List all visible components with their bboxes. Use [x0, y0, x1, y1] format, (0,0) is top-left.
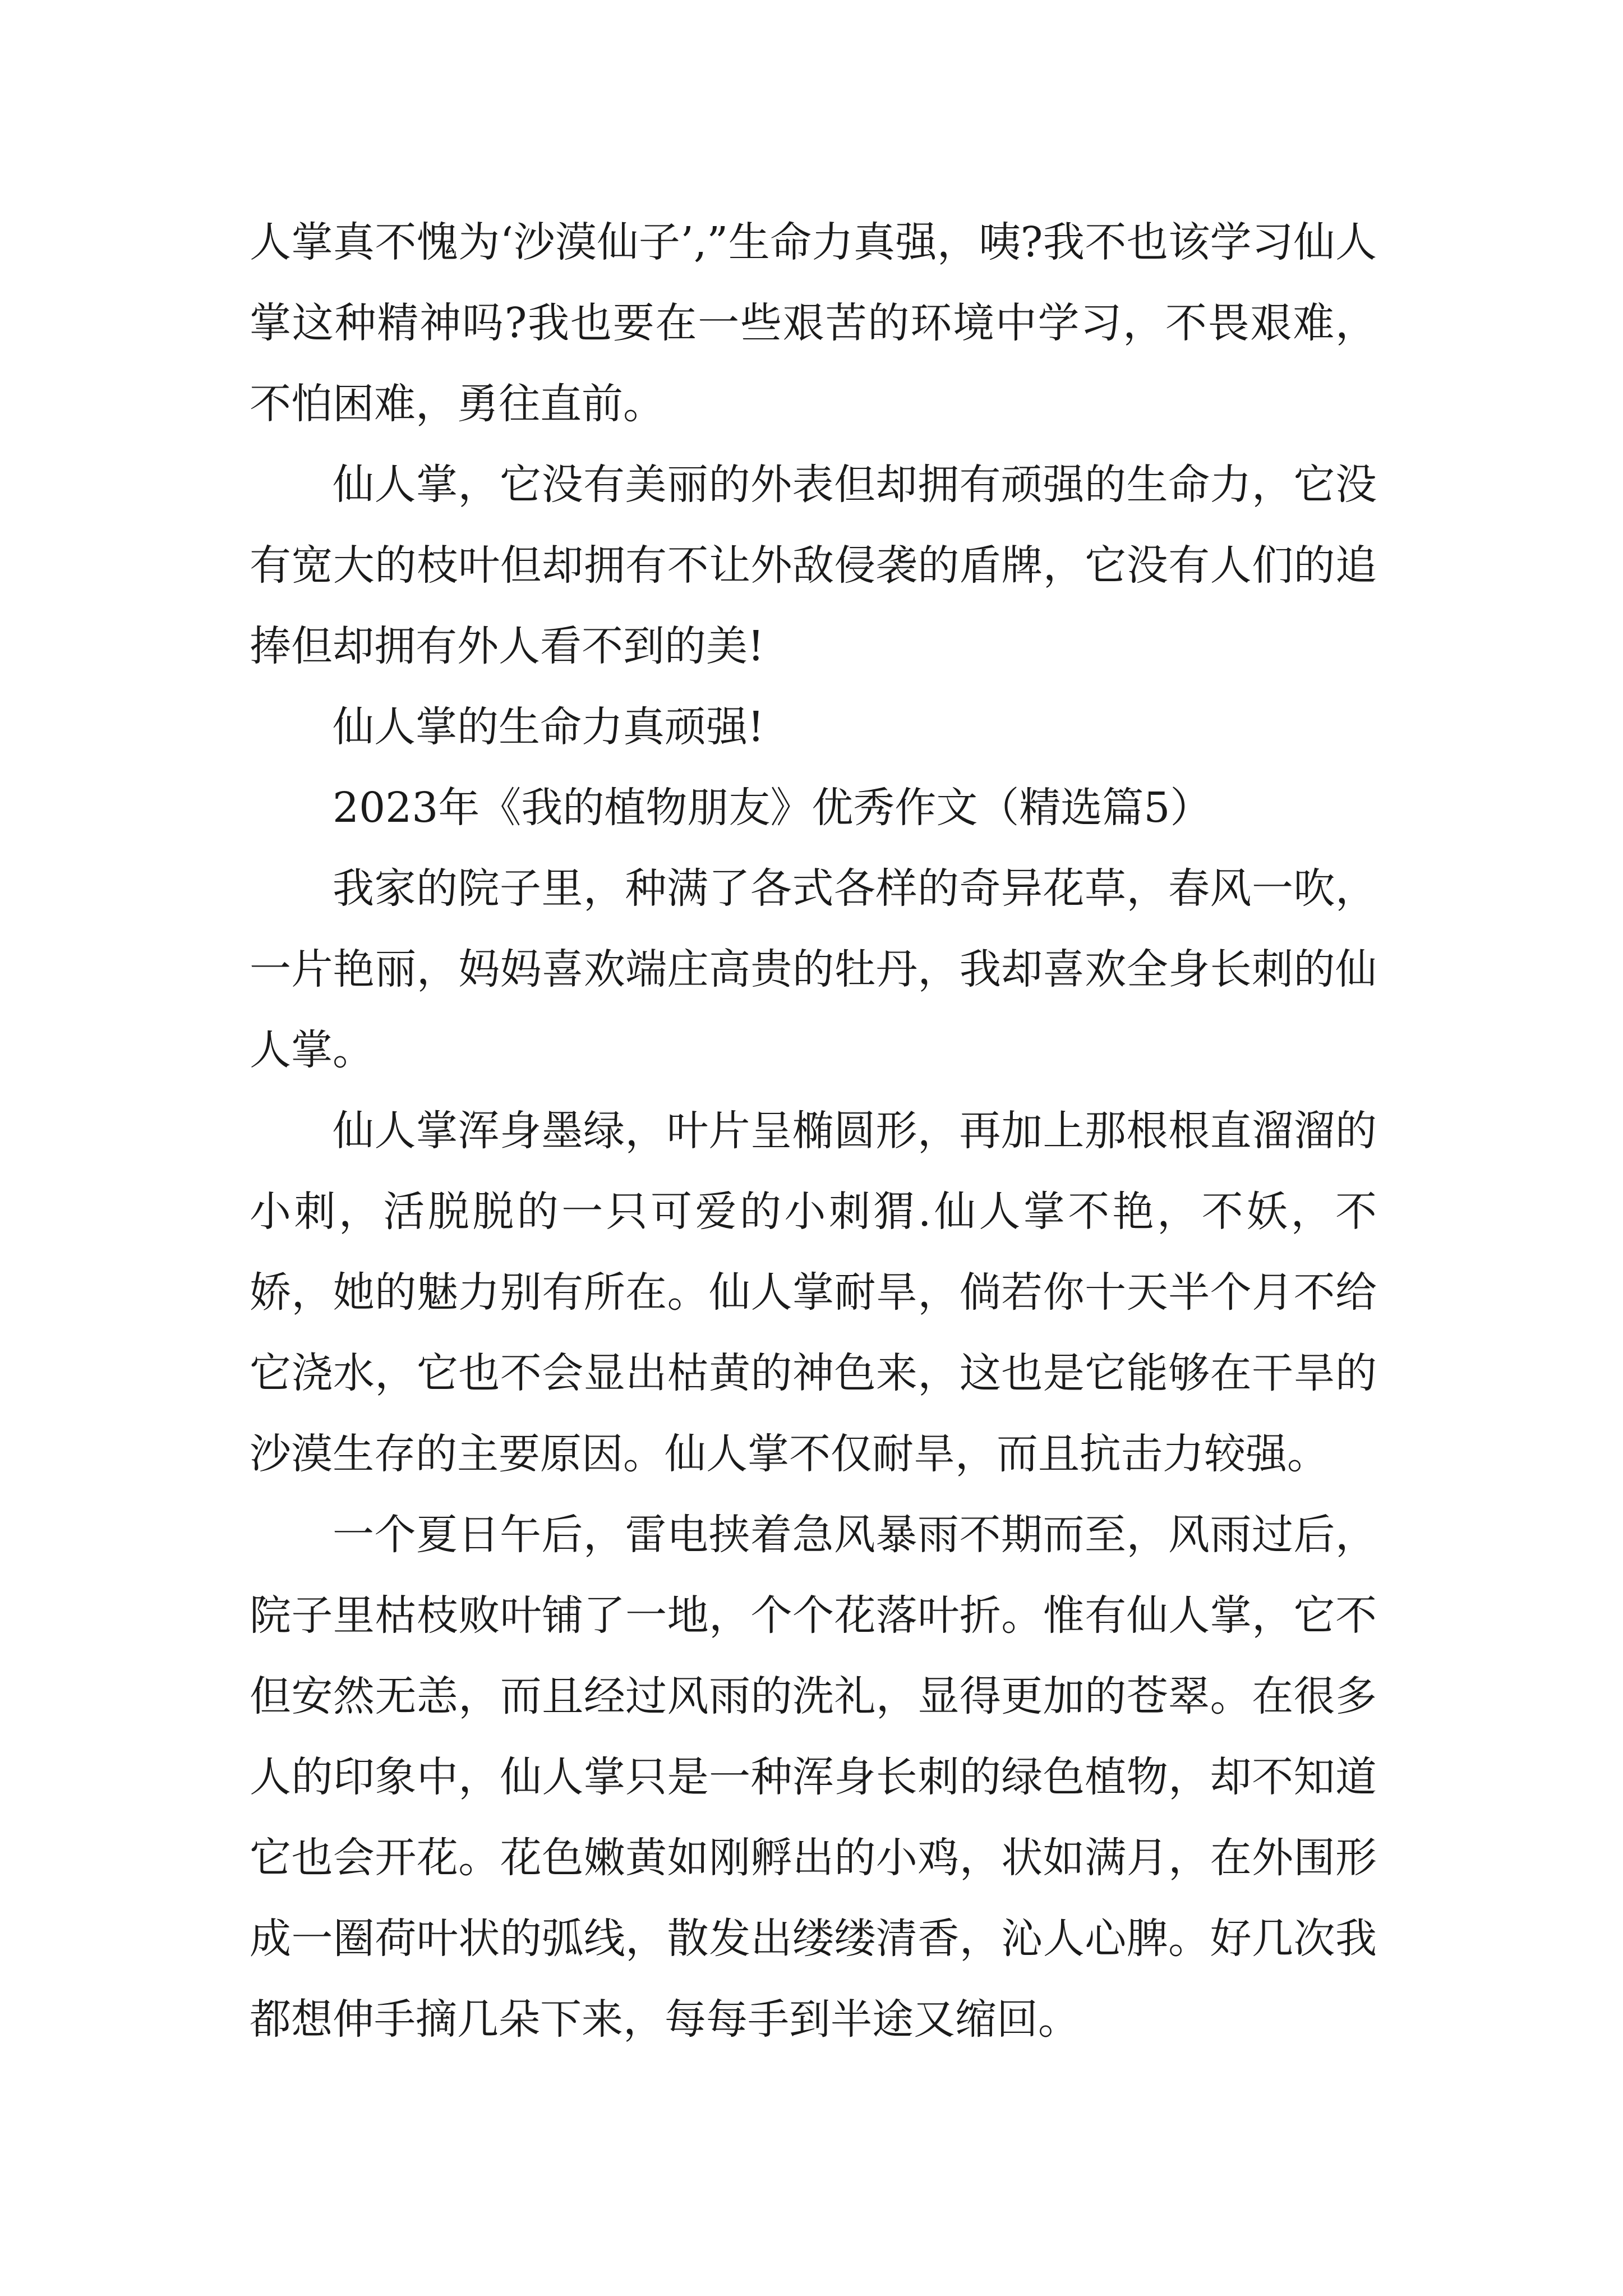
paragraph-2: 仙人掌，它没有美丽的外表但却拥有顽强的生命力，它没有宽大的枝叶但却拥有不让外敌侵袭的盾牌，它没有人们的追捧但却拥有外人看不到的美! [250, 461, 1377, 670]
document-body [250, 202, 1377, 2060]
paragraph-6: 仙人掌浑身墨绿，叶片呈椭圆形，再加上那根根直溜溜的小刺，活脱脱的一只可爱的小刺猬.仙人掌不艳，不妖，不娇，她的魅力别有所在。仙人掌耐旱，倘若你十天半个月不给它浇水，它也不会显出枯黄的神色来，这也是它能够在干旱的沙漠生存的主要原因。仙人掌不仅耐旱，而且抗击力较强。 [250, 1107, 1377, 1478]
paragraph-1: 人掌真不愧为‘沙漠仙子’,”生命力真强，咦?我不也该学习仙人掌这种精神吗?我也要在一些艰苦的环境中学习，不畏艰难，不怕困难，勇往直前。 [250, 218, 1377, 428]
paragraph-5: 我家的院子里，种满了各式各样的奇异花草，春风一吹，一片艳丽，妈妈喜欢端庄高贵的牡丹，我却喜欢全身长刺的仙人掌。 [250, 864, 1377, 1074]
section-heading: 2023年《我的植物朋友》优秀作文（精选篇5） [333, 784, 1212, 832]
paragraph-7: 一个夏日午后，雷电挟着急风暴雨不期而至，风雨过后，院子里枯枝败叶铺了一地，个个花落叶折。惟有仙人掌，它不但安然无恙，而且经过风雨的洗礼，显得更加的苍翠。在很多人的印象中，仙人掌只是一种浑身长刺的绿色植物，却不知道它也会开花。花色嫩黄如刚孵出的小鸡，状如满月，在外围形成一圈荷叶状的弧线，散发出缕缕清香，沁人心脾。好几次我都想伸手摘几朵下来，每每手到半途又缩回。 [250, 1511, 1377, 2044]
paragraph-3: 仙人掌的生命力真顽强! [333, 703, 764, 751]
